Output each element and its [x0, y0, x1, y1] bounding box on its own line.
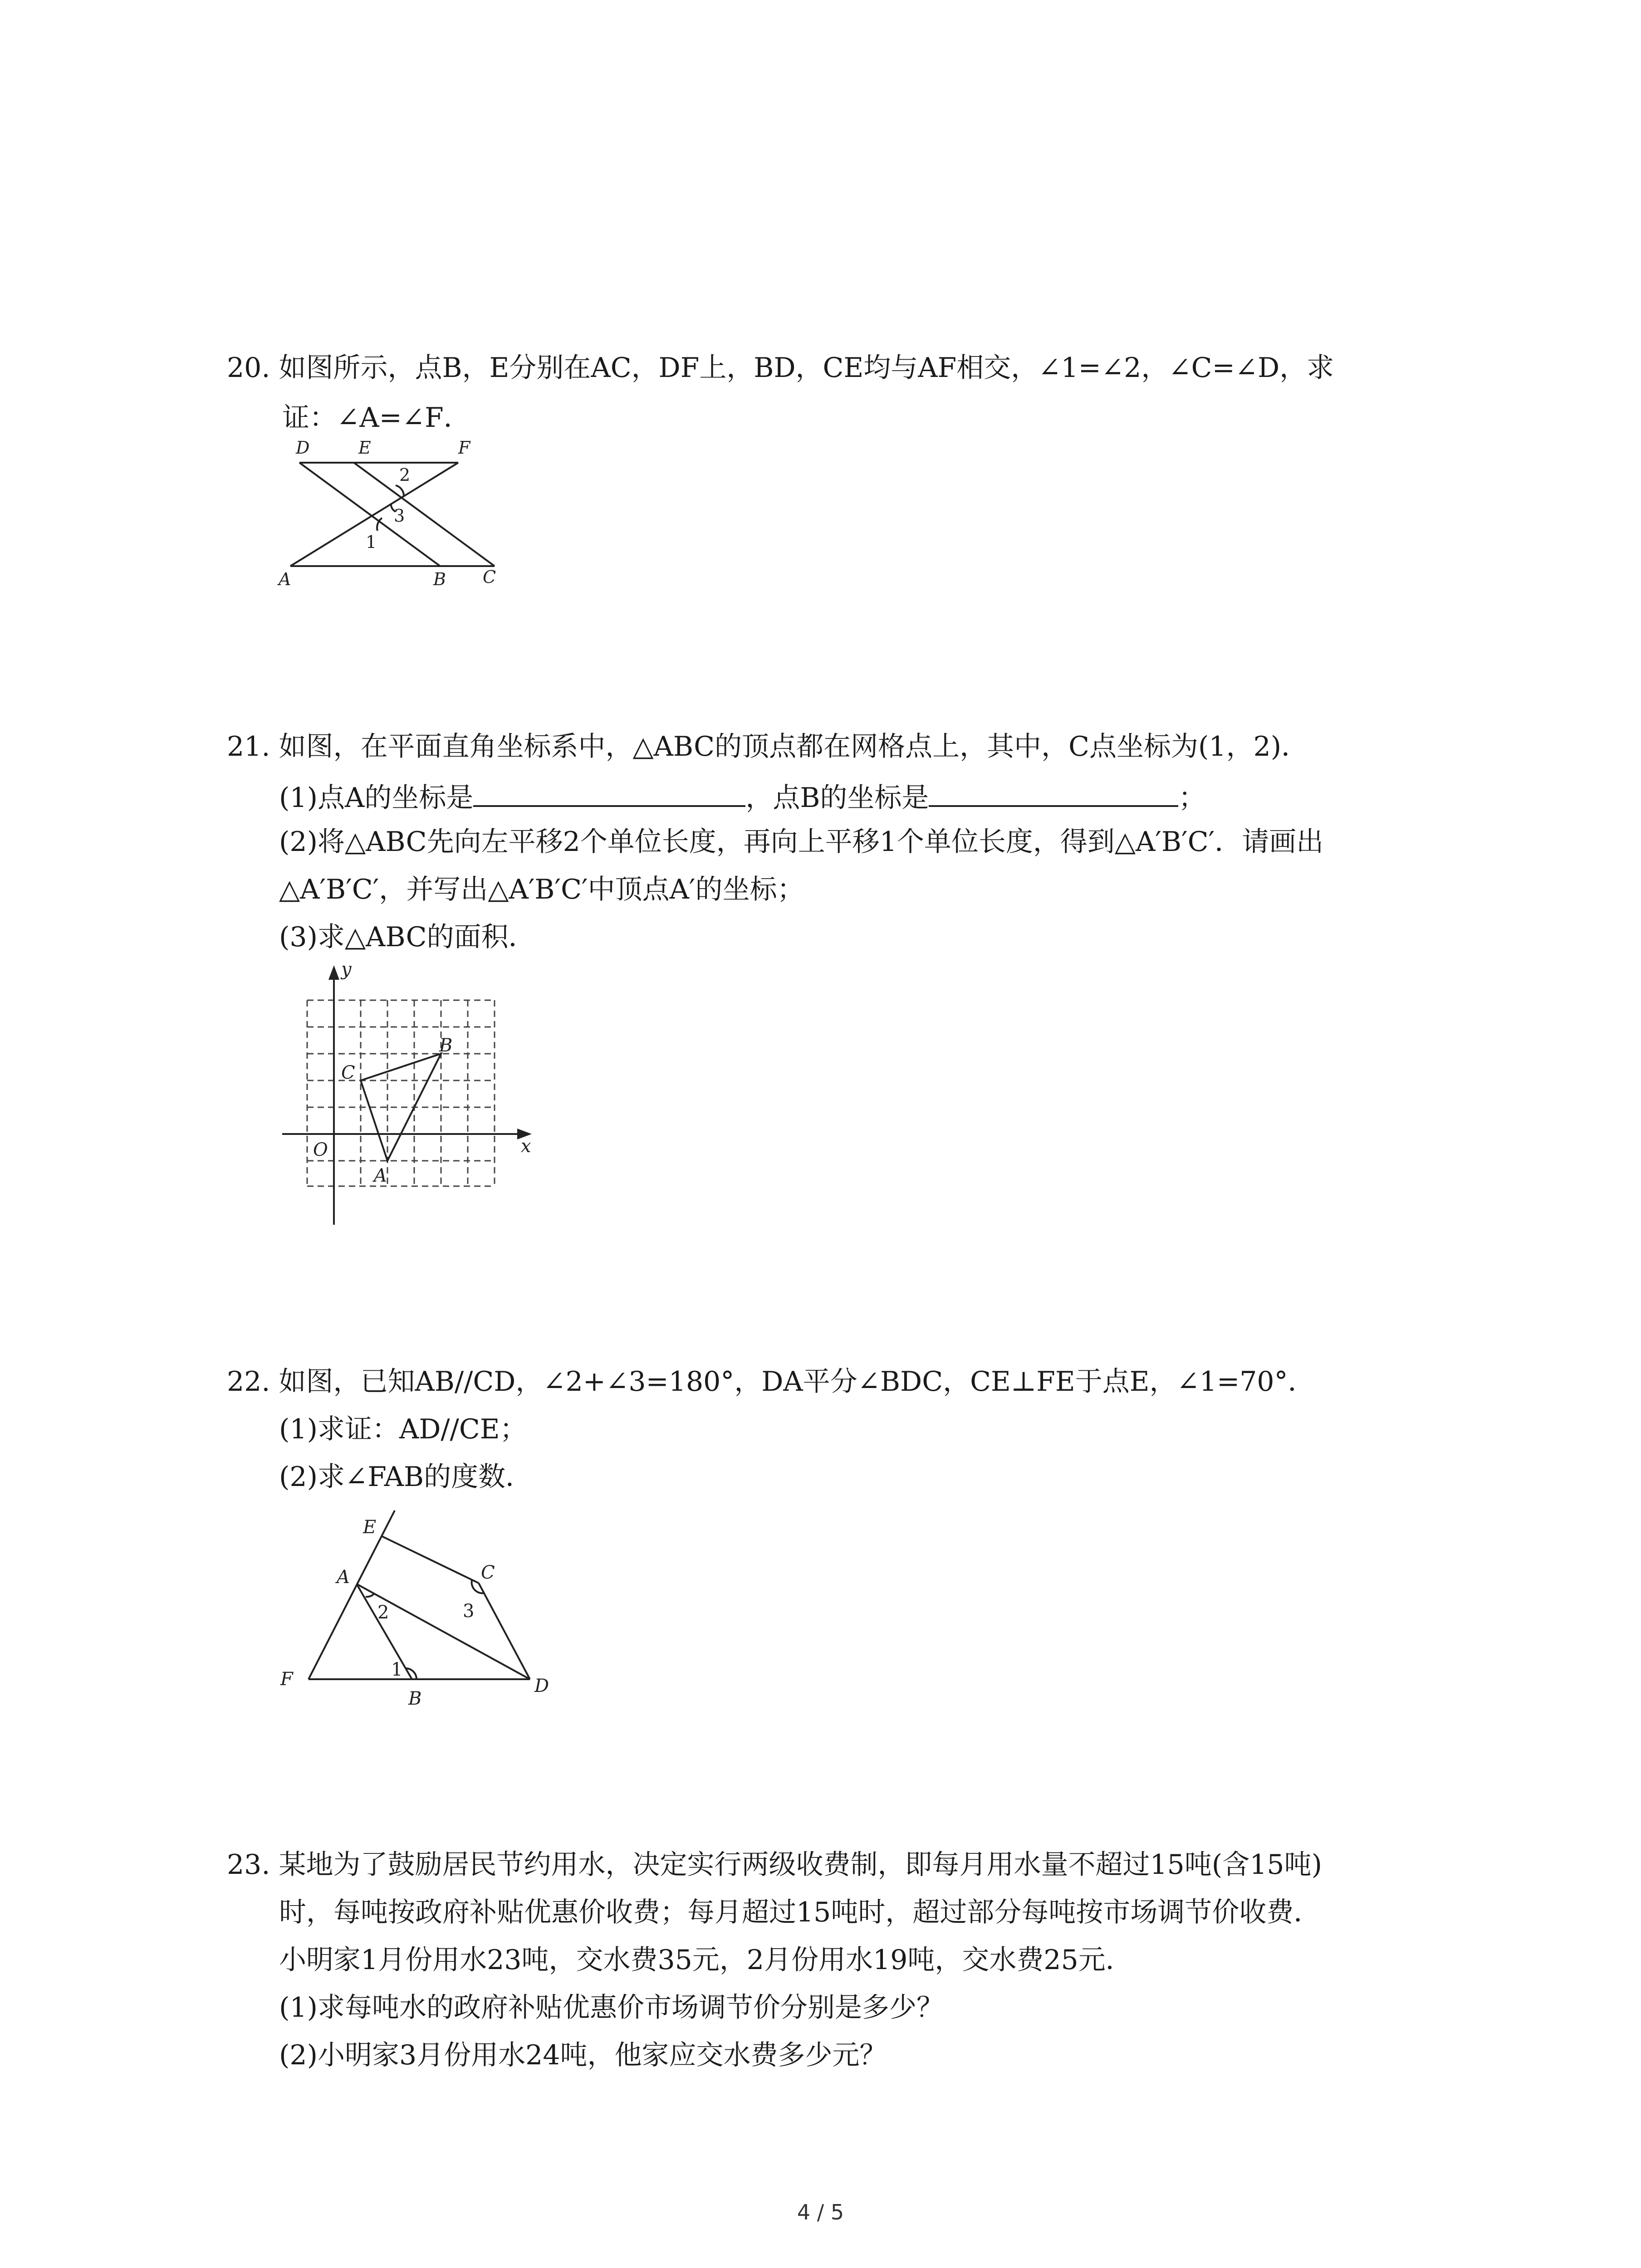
q21-axis-x-label: x [521, 1136, 531, 1157]
q20-label-a: A [279, 569, 291, 585]
q21-line-5: (3)求△ABC的面积． [279, 921, 536, 953]
q22-label-b: B [408, 1688, 422, 1709]
q21-vertex-c-label: C [341, 1062, 355, 1083]
q21-axis-y-label: y [341, 959, 352, 980]
q21-part1-label-b: ，点B的坐标是 [745, 782, 929, 814]
q21-line-3: (2)将△ABC先向左平移2个单位长度，再向上平移1个单位长度，得到△A′B′C′．请画出 [279, 826, 1324, 858]
q21-answer-blank-b[interactable] [929, 778, 1178, 807]
q20-line-2: 证：∠A=∠F． [282, 402, 471, 434]
q20-angle-1: 1 [366, 532, 377, 552]
q20-label-e: E [358, 438, 371, 458]
q23-line-1: 23. 某地为了鼓励居民节约用水，决定实行两级收费制，即每月用水量不超过15吨(含15吨) [227, 1849, 1323, 1881]
q20-label-f: F [458, 438, 470, 458]
q21-line-2 [279, 778, 1205, 814]
q22-label-a: A [337, 1567, 350, 1588]
q20-line-1: 20. 如图所示，点B，E分别在AC，DF上，BD，CE均与AF相交，∠1=∠2，∠C=∠D，求 [227, 352, 1334, 384]
q20-label-c: C [483, 567, 496, 585]
q23-line-3: 小明家1月份用水23吨，交水费35元，2月份用水19吨，交水费25元． [279, 1944, 1133, 1976]
q20-label-d: D [296, 438, 310, 458]
q22-label-c: C [481, 1562, 495, 1583]
q22-label-e: E [363, 1517, 377, 1538]
q22-angle-1: 1 [391, 1659, 403, 1680]
q22-line-1: 22. 如图，已知AB//CD，∠2+∠3=180°，DA平分∠BDC，CE⊥FE于点E，∠1=70°． [227, 1366, 1315, 1398]
q23-line-4: (1)求每吨水的政府补贴优惠价市场调节价分别是多少？ [279, 1992, 944, 2024]
page-number: 4 / 5 [797, 2200, 844, 2224]
q21-vertex-b-label: B [439, 1035, 453, 1056]
q21-vertex-a-label: A [374, 1165, 387, 1186]
q23-line-5: (2)小明家3月份用水24吨，他家应交水费多少元？ [279, 2039, 887, 2071]
q21-origin-label: O [313, 1139, 328, 1160]
q21-answer-blank-a[interactable] [473, 778, 745, 807]
q22-angle-2: 2 [377, 1602, 389, 1623]
q23-line-2: 时，每吨按政府补贴优惠价收费；每月超过15吨时，超过部分每吨按市场调节价收费． [279, 1897, 1321, 1928]
q21-part1-end: ； [1178, 782, 1206, 814]
q21-part1-label-a: (1)点A的坐标是 [279, 782, 474, 814]
q22-figure [272, 1497, 572, 1733]
q22-line-2: (1)求证：AD//CE； [279, 1413, 527, 1445]
q22-label-d: D [534, 1676, 549, 1696]
q22-line-3: (2)求∠FAB的度数． [279, 1461, 533, 1493]
q22-label-f: F [280, 1669, 293, 1690]
q20-angle-3: 3 [394, 506, 405, 526]
q20-angle-2: 2 [399, 465, 411, 485]
q21-line-1: 21. 如图，在平面直角坐标系中，△ABC的顶点都在网格点上，其中，C点坐标为(1，2)． [227, 731, 1309, 763]
q20-label-b: B [433, 569, 446, 585]
q20-figure [272, 431, 526, 585]
q21-line-4: △A′B′C′，并写出△A′B′C′中顶点A′的坐标； [279, 874, 804, 905]
q22-angle-3: 3 [463, 1601, 475, 1622]
q21-coordinate-grid [272, 953, 535, 1225]
